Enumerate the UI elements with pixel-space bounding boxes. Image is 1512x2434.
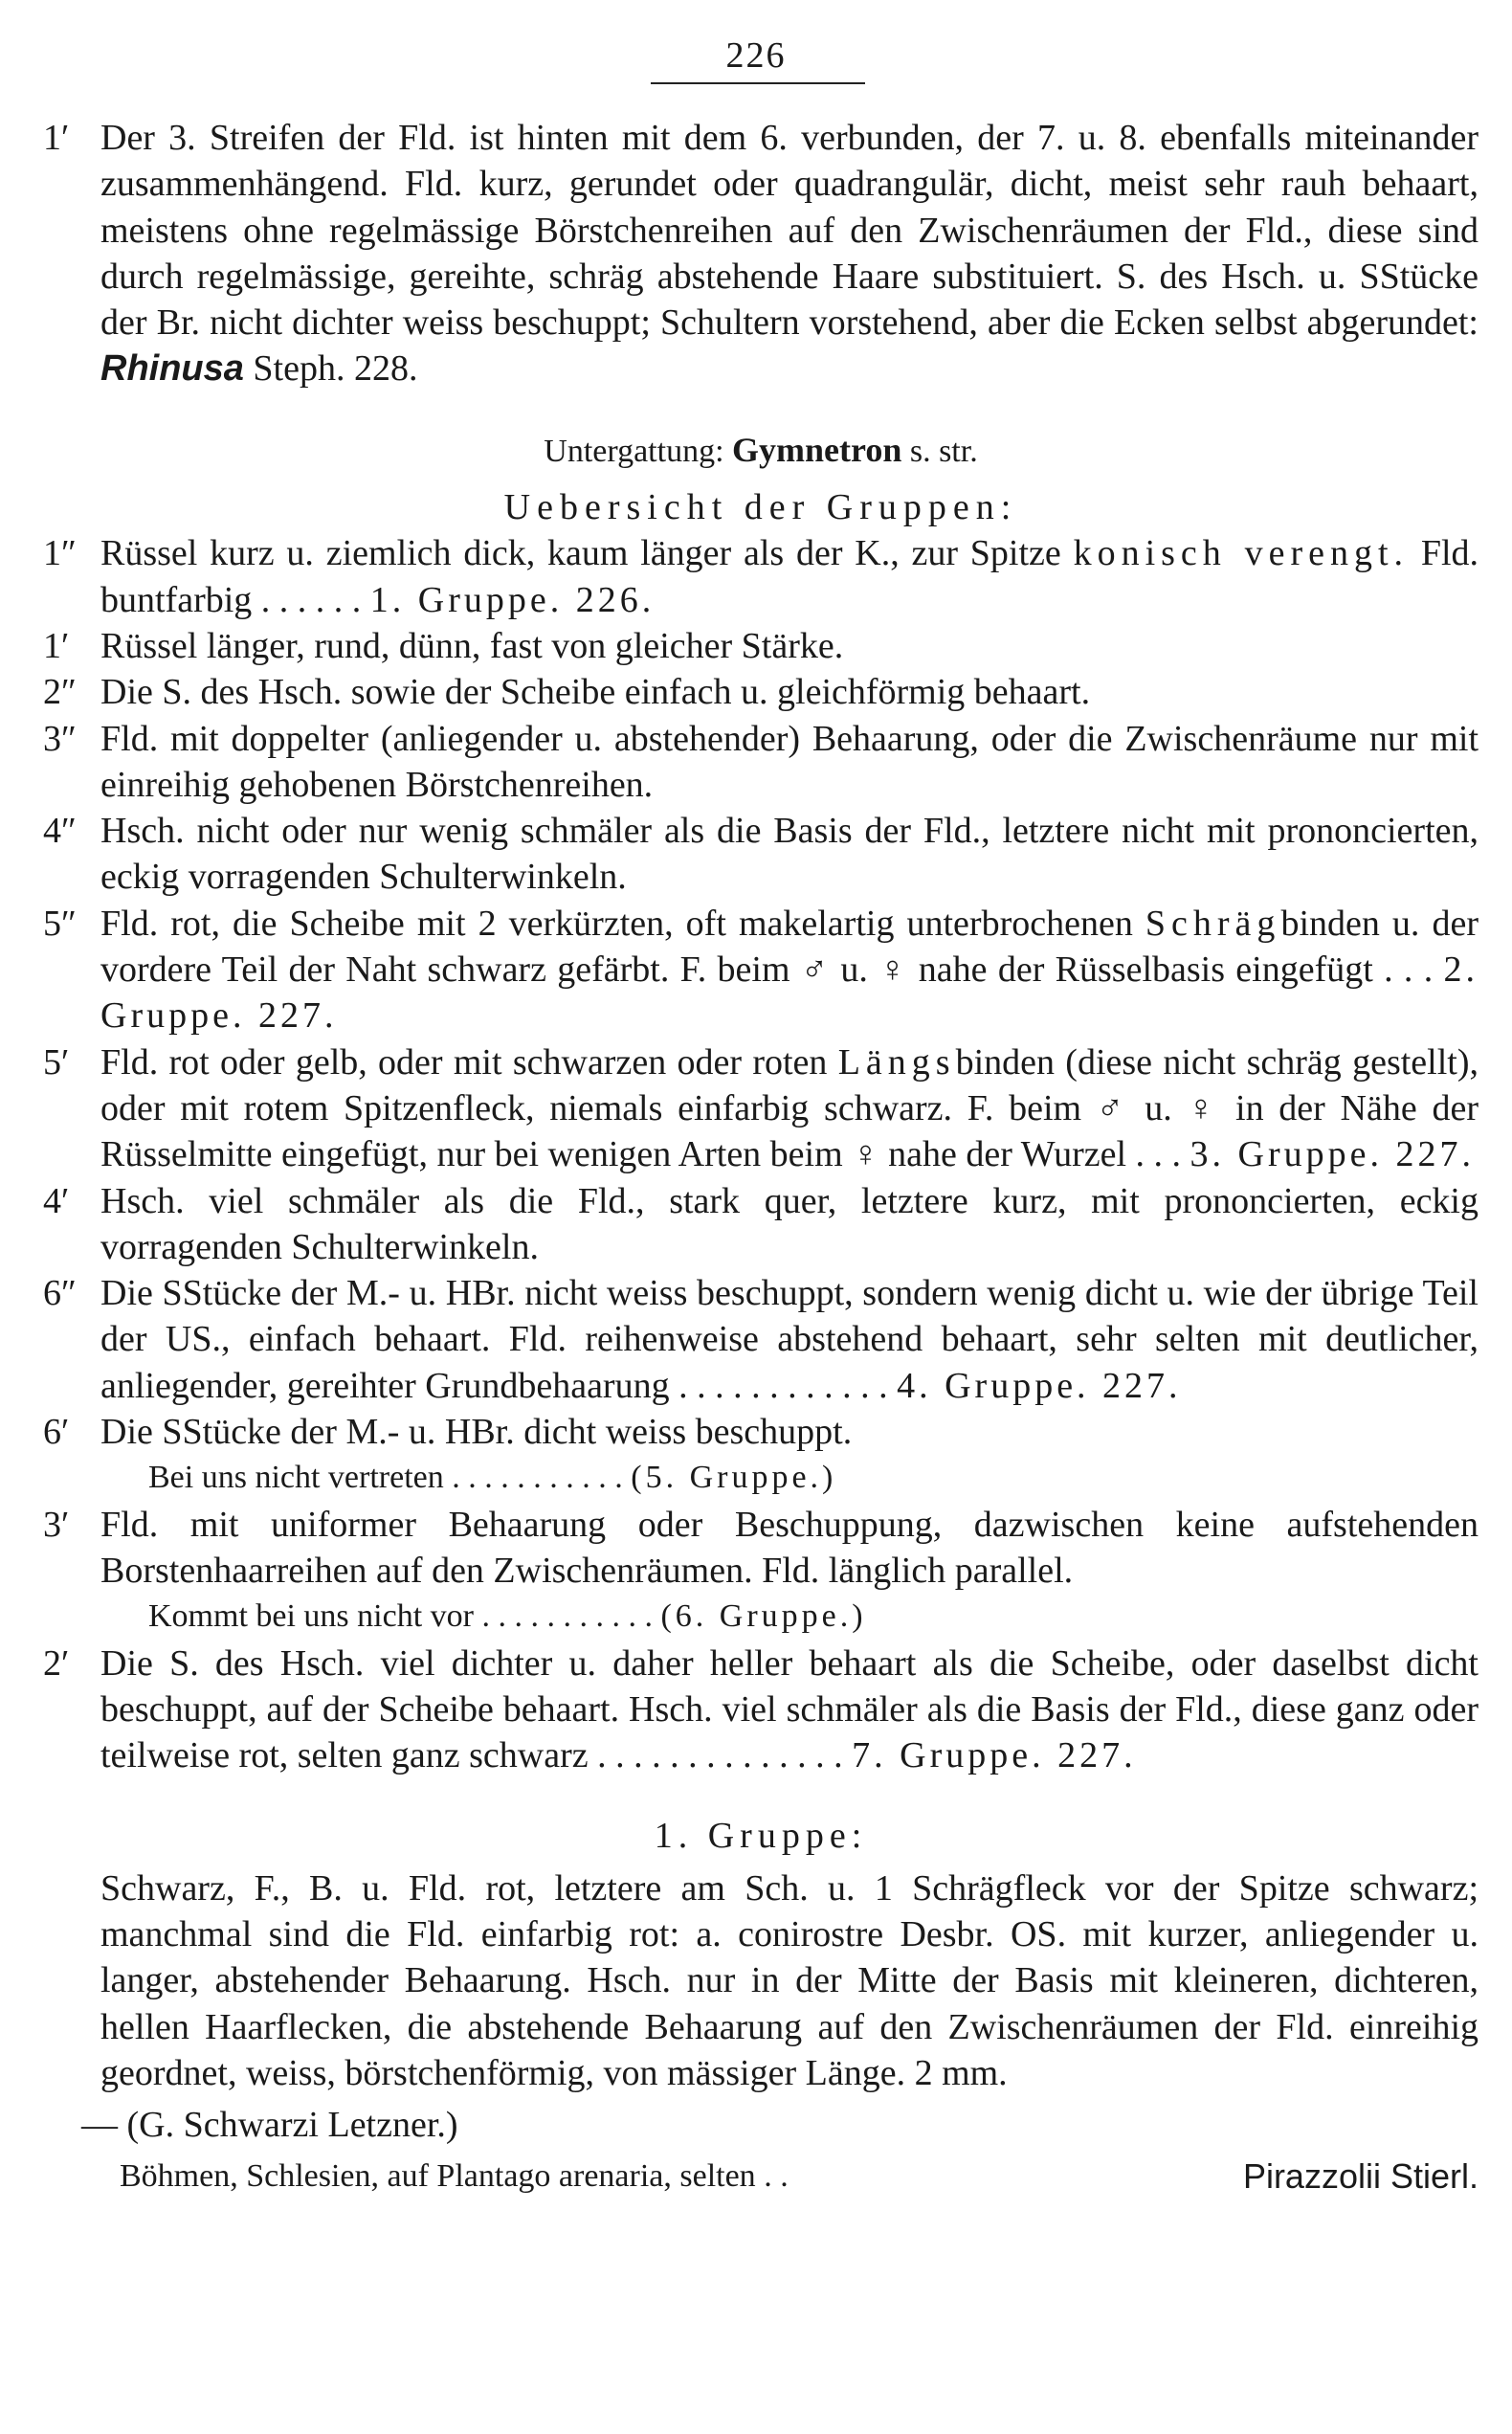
group-reference: 4. Gruppe. 227. <box>897 1365 1182 1406</box>
note-text: Kommt bei uns nicht vor <box>148 1598 474 1635</box>
couplet-text: Die S. des Hsch. sowie der Scheibe einfach u. gleichförmig behaart. <box>100 672 1091 713</box>
couplet-text: Rüssel länger, rund, dünn, fast von gleicher Stärke. <box>100 625 844 666</box>
synonym-line: — (G. Schwarzi Letzner.) <box>81 2105 458 2146</box>
couplet-text-cont: Fld. buntfarbig <box>100 533 1479 620</box>
overview-heading: Uebersicht der Gruppen: <box>503 487 1018 528</box>
couplet-number: 4″ <box>43 811 77 852</box>
couplet-number: 5′ <box>43 1041 70 1083</box>
key-entry <box>43 1039 1479 1178</box>
group-reference: (5. Gruppe.) <box>631 1460 837 1496</box>
couplet-number: 4′ <box>43 1180 70 1221</box>
key-entry-intro <box>43 115 1479 392</box>
key-entry <box>43 808 1479 901</box>
key-entry <box>43 1178 1479 1271</box>
group-reference: 7. Gruppe. 227. <box>852 1735 1137 1776</box>
subgenus-label: Untergattung: <box>544 433 724 469</box>
couplet-number: 1′ <box>43 625 70 666</box>
couplet-number: 5″ <box>43 903 77 944</box>
page-number: 226 <box>725 35 787 76</box>
key-entry <box>43 530 1479 623</box>
group-reference: 2. Gruppe. 227. <box>100 949 1479 1037</box>
couplet-text: Hsch. nicht oder nur wenig schmäler als die Basis der Fld., letztere nicht mit prononcierten, eckig vorragenden Schulterwinkeln. <box>100 811 1479 898</box>
key-entry <box>43 1641 1479 1779</box>
couplet-number: 2″ <box>43 672 77 713</box>
leader-dots: . . . . . . . . . . . . <box>669 1365 898 1406</box>
couplet-number: 2′ <box>43 1642 70 1684</box>
key-note <box>100 1594 1479 1640</box>
couplet-text-cont: binden (diese nicht schräg gestellt), oder mit rotem Spitzenfleck, niemals einfarbig schwarz. F. beim ♂ u. ♀ in der Nähe der Rüsselmitte eingefügt, nur bei wenigen Arten beim ♀ nahe der Wurzel <box>100 1041 1479 1175</box>
key-entry <box>43 1270 1479 1409</box>
couplet-text: Die S. des Hsch. viel dichter u. daher heller behaart als die Scheibe, oder daselbst dicht beschuppt, auf der Scheibe behaart. Hsch. viel schmäler als die Basis der Fld., diese ganz oder teilweise rot, selten ganz schwarz <box>100 1642 1479 1776</box>
key-note <box>100 1455 1479 1501</box>
group-description: Schwarz, F., B. u. Fld. rot, letztere am Sch. u. 1 Schrägfleck vor der Spitze schwarz; manchmal sind die Fld. einfarbig rot: a. conirostre Desbr. OS. mit kurzer, anliegender u. langer, abstehender Behaarung. Hsch. nur in der Mitte der Basis mit kleineren, dichteren, hellen Haarflecken, die abstehende Behaarung auf den Zwischenräumen der Fld. einreihig geordnet, weiss, börstchenförmig, von mässiger Länge. 2 mm. <box>100 1867 1479 2093</box>
couplet-text: Der 3. Streifen der Fld. ist hinten mit dem 6. verbunden, der 7. u. 8. ebenfalls miteinander zusammenhängend. Fld. kurz, gerundet oder quadrangulär, dicht, meist sehr rauh behaart, meistens ohne regelmässige Börstchenreihen auf den Zwischenräumen der Fld., diese sind durch regelmässige, gereihte, schräg abstehende Haare substituiert. S. des Hsch. u. SStücke der Br. nicht dichter weiss beschuppt; Schultern vorstehend, aber die Ecken selbst abgerundet: <box>100 118 1479 344</box>
leader-dots: . . . . . . . . . . . <box>473 1598 661 1635</box>
species-name: Pirazzolii Stierl. <box>1242 2156 1479 2197</box>
group-reference: 1. Gruppe. 226. <box>369 579 656 620</box>
couplet-number: 3″ <box>43 718 77 759</box>
leader-dots: . . . <box>1372 949 1444 991</box>
spaced-text: Schräg <box>1145 903 1281 944</box>
couplet-text: Fld. rot oder gelb, oder mit schwarzen oder roten <box>100 1041 838 1083</box>
genus-name: Rhinusa <box>100 348 244 390</box>
group-heading: 1. Gruppe: <box>654 1816 868 1857</box>
couplet-text: Hsch. viel schmäler als die Fld., stark quer, letztere kurz, mit prononcierten, eckig vorragenden Schulterwinkeln. <box>100 1180 1479 1267</box>
leader-dots: . . <box>755 2158 797 2195</box>
leader-dots: . . . . . . . . . . . <box>443 1460 632 1496</box>
locality-text: Böhmen, Schlesien, auf Plantago arenaria, selten <box>120 2158 756 2195</box>
couplet-number: 1″ <box>43 533 77 574</box>
species-line <box>43 2154 1479 2200</box>
key-entry <box>43 623 1479 669</box>
couplet-number: 6′ <box>43 1412 70 1453</box>
key-entry <box>43 1409 1479 1502</box>
group-reference: (6. Gruppe.) <box>660 1598 867 1635</box>
couplet-text: Die SStücke der M.- u. HBr. nicht weiss beschuppt, sondern wenig dicht u. wie der übrige Teil der US., einfach behaart. Fld. reihenweise abstehend behaart, sehr selten mit deutlicher, anliegender, gereihter Grundbehaarung <box>100 1273 1479 1406</box>
page-reference: Steph. 228. <box>253 348 418 390</box>
couplet-text: Fld. rot, die Scheibe mit 2 verkürzten, oft makelartig unterbrochenen <box>100 903 1145 944</box>
couplet-number: 6″ <box>43 1273 77 1314</box>
key-list <box>43 530 1479 1778</box>
subgenus-name: Gymnetron <box>732 430 902 469</box>
spaced-text: Längs <box>837 1041 956 1083</box>
leader-dots: . . . <box>1126 1134 1190 1175</box>
key-entry <box>43 1502 1479 1641</box>
couplet-number: 3′ <box>43 1504 70 1545</box>
couplet-number: 1′ <box>43 118 70 158</box>
couplet-text: Die SStücke der M.- u. HBr. dicht weiss beschuppt. <box>100 1412 853 1453</box>
key-entry <box>43 716 1479 809</box>
leader-dots: . . . . . . <box>252 579 370 620</box>
couplet-text: Rüssel kurz u. ziemlich dick, kaum länger als der K., zur Spitze <box>100 533 1074 574</box>
subgenus-heading <box>43 427 1479 475</box>
couplet-text-cont: binden u. der vordere Teil der Naht schwarz gefärbt. F. beim ♂ u. ♀ nahe der Rüsselbasis eingefügt <box>100 903 1479 991</box>
page-content <box>43 115 1479 2200</box>
group-reference: 3. Gruppe. 227. <box>1190 1134 1475 1175</box>
key-entry <box>43 669 1479 715</box>
key-entry <box>43 901 1479 1039</box>
subgenus-suffix: s. str. <box>909 433 978 469</box>
leader-dots: . . . . . . . . . . . . . . <box>588 1735 853 1776</box>
note-text: Bei uns nicht vertreten <box>148 1460 444 1496</box>
spaced-text: konisch verengt. <box>1073 533 1410 574</box>
couplet-text: Fld. mit doppelter (anliegender u. abstehender) Behaarung, oder die Zwischenräume nur mit einreihig gehobenen Börstchenreihen. <box>100 718 1479 805</box>
header-rule <box>651 82 865 84</box>
couplet-text: Fld. mit uniformer Behaarung oder Beschuppung, dazwischen keine aufstehenden Borstenhaarreihen auf den Zwischenräumen. Fld. länglich parallel. <box>100 1504 1479 1591</box>
